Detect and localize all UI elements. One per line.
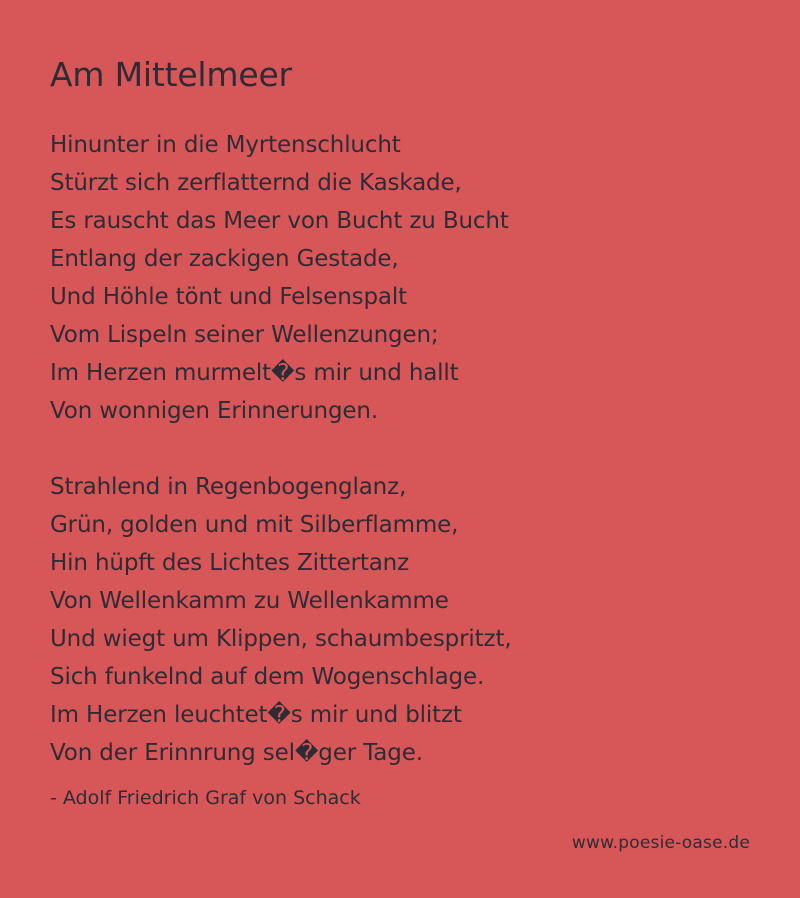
poem-line: Von wonnigen Erinnerungen. [50,398,379,424]
poem-line: Hin hüpft des Lichtes Zittertanz [50,550,410,576]
poem-line: Im Herzen leuchtet�s mir und blitzt [50,702,462,728]
poem-line: Im Herzen murmelt�s mir und hallt [50,360,459,386]
poem-line: Vom Lispeln seiner Wellenzungen; [50,322,439,348]
poem-line: Und wiegt um Klippen, schaumbespritzt, [50,626,512,652]
poem-body [50,126,512,772]
poem-title: Am Mittelmeer [50,55,292,94]
poem-line: Von Wellenkamm zu Wellenkamme [50,588,449,614]
poem-line: Und Höhle tönt und Felsenspalt [50,284,407,310]
poem-line: Entlang der zackigen Gestade, [50,246,399,272]
poem-line: Von der Erinnrung sel�ger Tage. [50,740,423,766]
website-url: www.poesie-oase.de [571,833,750,853]
stanza-1 [50,126,512,430]
poem-line: Sich funkelnd auf dem Wogenschlage. [50,664,485,690]
stanza-spacer [50,430,512,468]
poem-line: Es rauscht das Meer von Bucht zu Bucht [50,208,509,234]
stanza-2 [50,468,512,772]
poem-line: Stürzt sich zerflatternd die Kaskade, [50,170,462,196]
poem-line: Hinunter in die Myrtenschlucht [50,132,401,158]
author-credit: - Adolf Friedrich Graf von Schack [50,787,361,809]
poem-line: Strahlend in Regenbogenglanz, [50,474,407,500]
poem-line: Grün, golden und mit Silberflamme, [50,512,459,538]
